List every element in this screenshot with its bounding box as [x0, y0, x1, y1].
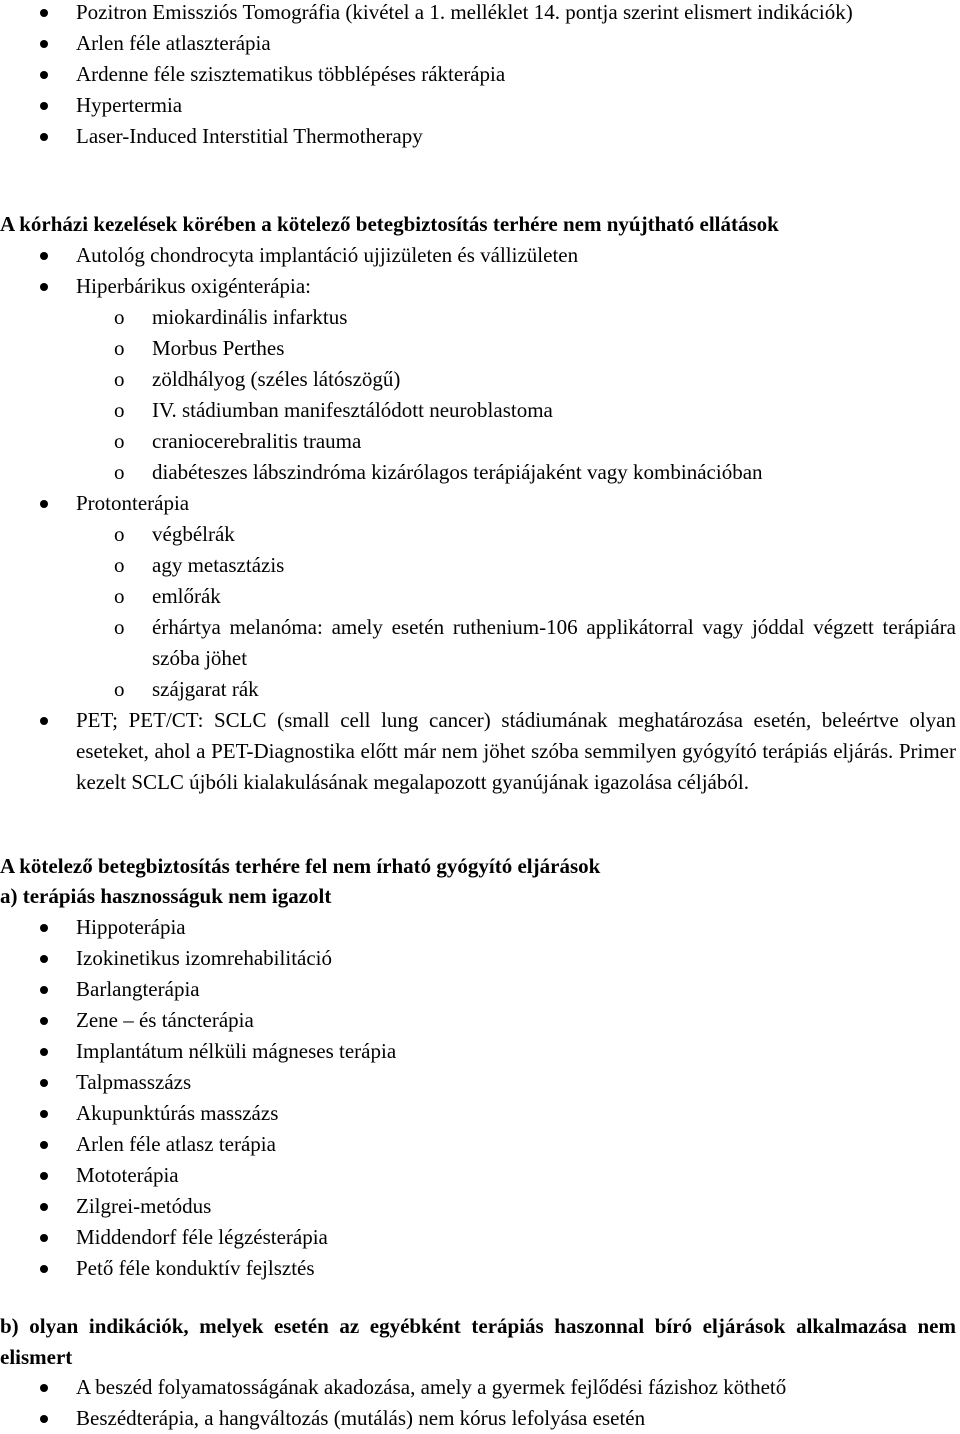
- non-prescribable-heading: A kötelező betegbiztosítás terhére fel nem írható gyógyító eljárások: [0, 854, 601, 878]
- list-item: Implantátum nélküli mágneses terápia: [0, 1036, 956, 1067]
- list-item: [0, 121, 956, 152]
- list-item: Arlen féle atlasz terápia: [0, 1129, 956, 1160]
- list-item: Akupunktúrás masszázs: [0, 1098, 956, 1129]
- sub-list-item: o végbélrák: [0, 519, 956, 550]
- sub-list-item: o szájgarat rák: [0, 674, 956, 705]
- list-item: Barlangterápia: [0, 974, 956, 1005]
- list-item: Beszédterápia, a hangváltozás (mutálás) nem kórus lefolyása esetén: [0, 1403, 956, 1434]
- list-item-text: PET; PET/CT: SCLC (small cell lung cancer) stádiumának meghatározása esetén, beleértve olyan eseteket, ahol a PET-Diagnostika előtt már nem jöhet szóba semmilyen gyógyító terápiás eljárás. Primer kezelt SCLC újbóli kialakulásának megalapozott gyanújának igazolása céljából.: [76, 708, 956, 794]
- sub-list-item: o emlőrák: [0, 581, 956, 612]
- list-item: Izokinetikus izomrehabilitáció: [0, 943, 956, 974]
- hospital-services-heading: A kórházi kezelések körében a kötelező betegbiztosítás terhére nem nyújtható ellátások: [0, 212, 779, 236]
- sub-list-item: o zöldhályog (széles látószögű): [0, 364, 956, 395]
- list-item: Zilgrei-metódus: [0, 1191, 956, 1222]
- list-item: [0, 488, 956, 519]
- list-item: Zene – és táncterápia: [0, 1005, 956, 1036]
- list-item-text: Hiperbárikus oxigénterápia:: [76, 274, 311, 298]
- list-item-text: Laser-Induced Interstitial Thermotherapy: [76, 124, 423, 148]
- sub-list-item: o diabéteszes lábszindróma kizárólagos terápiájaként vagy kombinációban: [0, 457, 956, 488]
- list-item: [0, 271, 956, 302]
- list-item: A beszéd folyamatosságának akadozása, amely a gyermek fejlődési fázishoz köthető: [0, 1372, 956, 1403]
- unsupported-methods-list: [0, 0, 956, 152]
- proton-sublist: [0, 519, 956, 705]
- sub-list-item: o miokardinális infarktus: [0, 302, 956, 333]
- list-item-text: Hypertermia: [76, 93, 183, 117]
- sub-list-item: o craniocerebralitis trauma: [0, 426, 956, 457]
- list-item-text: Autológ chondrocyta implantáció ujjizületen és vállizületen: [76, 243, 579, 267]
- list-item: [0, 59, 956, 90]
- list-item: [0, 240, 956, 271]
- unproven-therapies-list: [0, 912, 956, 1284]
- list-item: [0, 705, 956, 798]
- list-item: [0, 90, 956, 121]
- list-item: Hippoterápia: [0, 912, 956, 943]
- sub-list-item: o IV. stádiumban manifesztálódott neuroblastoma: [0, 395, 956, 426]
- sub-list-item: o agy metasztázis: [0, 550, 956, 581]
- sub-list-item: o érhártya melanóma: amely esetén ruthenium-106 applikátorral vagy jóddal végzett terápiára szóba jöhet: [0, 612, 956, 674]
- list-item-text: Protonterápia: [76, 491, 190, 515]
- list-item: Pető féle konduktív fejlsztés: [0, 1253, 956, 1284]
- list-item-text: Ardenne féle szisztematikus többlépéses rákterápia: [76, 62, 506, 86]
- list-item: Middendorf féle légzésterápia: [0, 1222, 956, 1253]
- hyperbaric-sublist: [0, 302, 956, 488]
- list-item: Mototerápia: [0, 1160, 956, 1191]
- list-item-text: Pozitron Emissziós Tomográfia (kivétel a 1. melléklet 14. pontja szerint elismert indikációk): [76, 0, 853, 24]
- sub-list-item: o Morbus Perthes: [0, 333, 956, 364]
- subsection-a-heading: a) terápiás hasznosságuk nem igazolt: [0, 884, 332, 908]
- unrecognized-indications-list: [0, 1372, 956, 1434]
- list-item: [0, 0, 956, 28]
- list-item: Talpmasszázs: [0, 1067, 956, 1098]
- list-item: [0, 28, 956, 59]
- list-item-text: Arlen féle atlaszterápia: [76, 31, 271, 55]
- hospital-services-list: [0, 240, 956, 798]
- subsection-b-heading: b) olyan indikációk, melyek esetén az egyébként terápiás haszonnal bíró eljárások alkalmazása nem elismert: [0, 1314, 956, 1369]
